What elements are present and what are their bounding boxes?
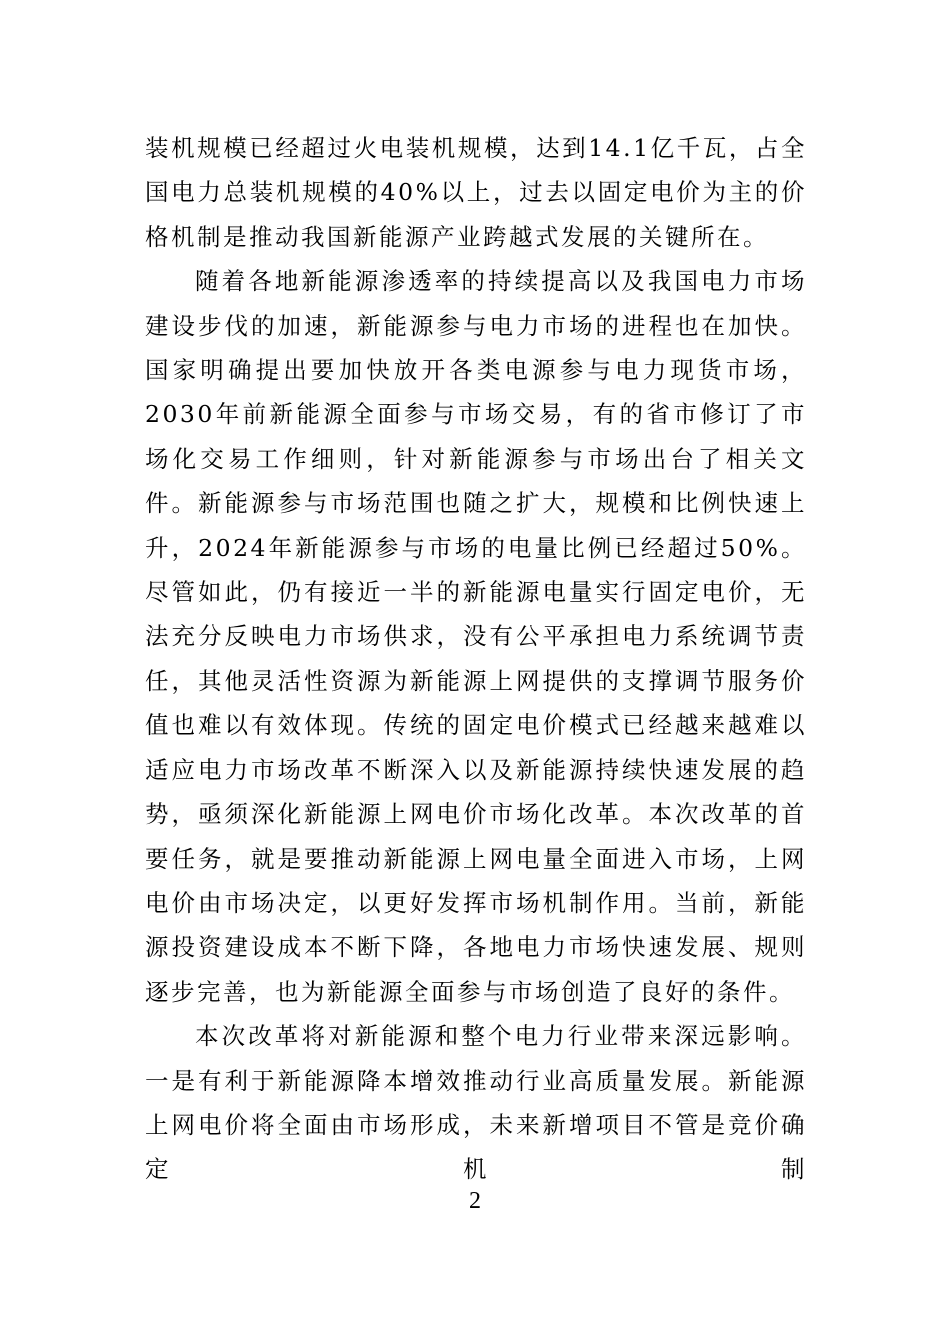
paragraph-3: 本次改革将对新能源和整个电力行业带来深远影响。一是有利于新能源降本增效推动行业高质量发展。新能源上网电价将全面由市场形成，未来新增项目不管是竞价确定机制: [145, 1022, 807, 1184]
body-text: [145, 126, 807, 1192]
page-number: 2: [469, 1188, 481, 1214]
paragraph-1: 装机规模已经超过火电装机规模，达到14.1亿千瓦，占全国电力总装机规模的40%以上，过去以固定电价为主的价格机制是推动我国新能源产业跨越式发展的关键所在。: [145, 134, 807, 251]
paragraph-2: 随着各地新能源渗透率的持续提高以及我国电力市场建设步伐的加速，新能源参与电力市场的进程也在加快。国家明确提出要加快放开各类电源参与电力现货市场，2030年前新能源全面参与市场交易，有的省市修订了市场化交易工作细则，针对新能源参与市场出台了相关文件。新能源参与市场范围也随之扩大，规模和比例快速上升，2024年新能源参与市场的电量比例已经超过50%。尽管如此，仍有接近一半的新能源电量实行固定电价，无法充分反映电力市场供求，没有公平承担电力系统调节责任，其他灵活性资源为新能源上网提供的支撑调节服务价值也难以有效体现。传统的固定电价模式已经越来越难以适应电力市场改革不断深入以及新能源持续快速发展的趋势，亟须深化新能源上网电价市场化改革。本次改革的首要任务，就是要推动新能源上网电量全面进入市场，上网电价由市场决定，以更好发挥市场机制作用。当前，新能源投资建设成本不断下降，各地电力市场快速发展、规则逐步完善，也为新能源全面参与市场创造了良好的条件。: [145, 267, 807, 1006]
